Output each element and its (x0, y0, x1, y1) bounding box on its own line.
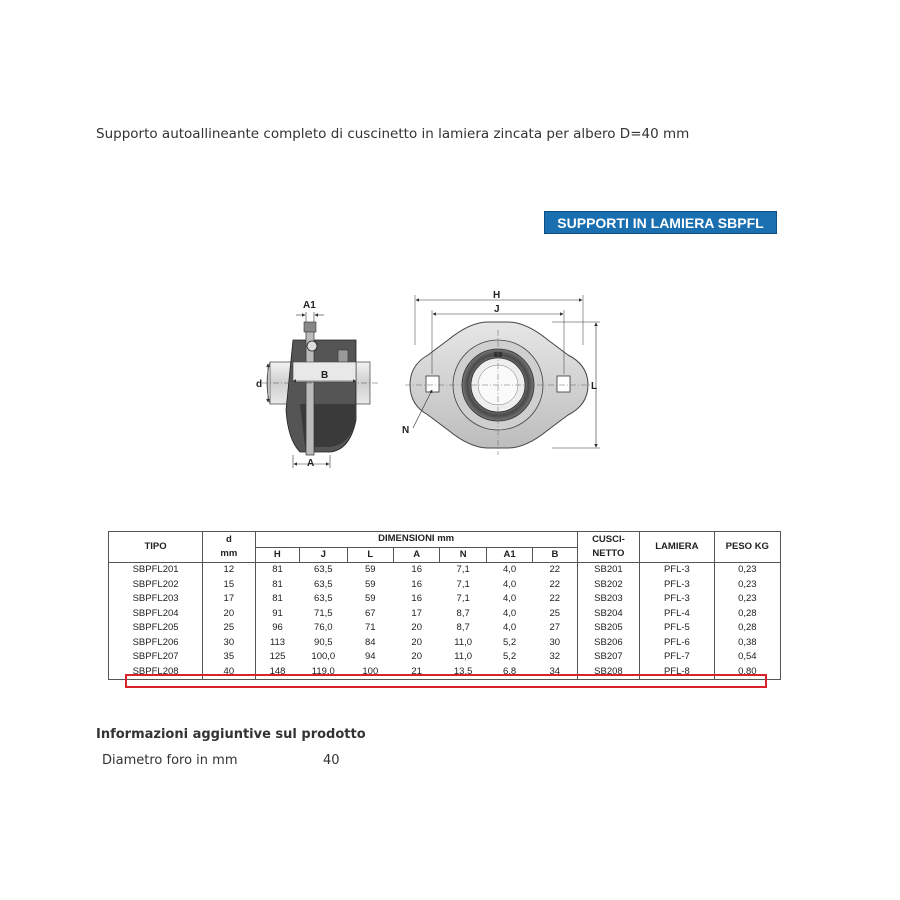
table-row (109, 578, 781, 593)
table-cell: PFL-6 (640, 636, 714, 651)
table-cell: 17 (203, 592, 255, 607)
table-cell: 71 (365, 622, 376, 633)
table-cell: 20 (203, 607, 255, 622)
table-cell: SB207 (577, 650, 639, 665)
table-cell: PFL-3 (640, 592, 714, 607)
col-header-d (203, 532, 255, 563)
table-cell: 6,8 (502, 665, 517, 677)
table-cell: SBPFL206 (109, 636, 203, 651)
label-H: H (493, 290, 501, 301)
table-cell: 25 (203, 621, 255, 636)
side-view (256, 300, 378, 469)
additional-info-title: Informazioni aggiuntive sul prodotto (96, 727, 366, 742)
table-cell: SBPFL203 (109, 592, 203, 607)
table-cell: 8,7 (456, 607, 470, 619)
table-cell: 17 (411, 607, 422, 619)
table-cell: 11,0 (454, 651, 473, 662)
table-cell: 63,5 (314, 578, 333, 590)
table-cell: 7,1 (456, 593, 470, 604)
table-cell: 4,0 (502, 564, 517, 575)
table-cell: 96 (272, 622, 283, 633)
col-header-cuscinetto (577, 532, 639, 563)
table-cell: SB205 (577, 621, 639, 636)
col-header-cuscinetto-line2: NETTO (592, 548, 625, 559)
table-cell: 5,2 (502, 636, 517, 648)
table-cell: 81 (272, 593, 283, 604)
table-cell: 7,1 (456, 564, 470, 575)
table-cell: 0,54 (738, 651, 757, 662)
label-A: A (307, 458, 315, 469)
table-cell: SB206 (577, 636, 639, 651)
table-cell: 91 (272, 607, 283, 619)
table-cell: 113 (269, 636, 286, 648)
table-row (109, 592, 781, 607)
table-cell: 5,2 (502, 651, 517, 662)
table-cell: 12 (203, 563, 255, 578)
table-cell: 21 (411, 665, 422, 677)
table-cell: 16 (411, 578, 422, 590)
table-cell: 27 (533, 621, 577, 636)
table-cell: 7,1 (456, 578, 470, 590)
table-row (109, 621, 781, 636)
table-cell: 22 (533, 578, 577, 593)
table-cell: 0,23 (738, 578, 757, 590)
table-cell: 0,28 (738, 607, 757, 619)
table-cell: 148 (269, 665, 286, 677)
table-cell: SB202 (577, 578, 639, 593)
table-cell: 71,5 (314, 607, 333, 619)
table-cell: 4,0 (502, 578, 517, 590)
highlighted-row-outline (125, 674, 767, 688)
col-subheader: A1 (486, 547, 532, 563)
table-cell: PFL-8 (640, 665, 714, 680)
table-cell: 34 (533, 665, 577, 680)
table-cell: SB204 (577, 607, 639, 622)
table-cell: SBPFL205 (109, 621, 203, 636)
table-cell: PFL-3 (640, 563, 714, 578)
table-cell: SBPFL207 (109, 650, 203, 665)
table-cell: 81 (272, 564, 283, 575)
table-cell: SB201 (577, 563, 639, 578)
front-view (402, 290, 600, 455)
table-cell: 22 (533, 592, 577, 607)
series-banner: SUPPORTI IN LAMIERA SBPFL (544, 211, 777, 234)
table-cell: 90,5 (314, 636, 333, 648)
col-subheader: H (255, 547, 299, 563)
col-header-d-line1: d (225, 533, 232, 545)
table-cell: PFL-5 (640, 621, 714, 636)
table-cell: 100 (362, 665, 379, 677)
table-cell: 20 (411, 636, 422, 648)
label-J: J (494, 304, 500, 315)
col-subheader: A (394, 547, 440, 563)
product-description: Supporto autoallineante completo di cuscinetto in lamiera zincata per albero D=40 mm (96, 126, 690, 142)
table-row (109, 563, 781, 578)
table-cell: 0,23 (738, 593, 757, 604)
table-cell: 59 (365, 564, 376, 575)
col-header-peso: PESO KG (714, 532, 780, 563)
table-cell: 11,0 (454, 636, 473, 648)
col-subheader: J (300, 547, 348, 563)
label-N: N (402, 425, 410, 436)
table-cell: 20 (411, 622, 422, 633)
col-header-dimensioni: DIMENSIONI mm (255, 532, 577, 548)
table-cell: 16 (411, 593, 422, 604)
table-cell: 15 (203, 578, 255, 593)
table-cell: PFL-3 (640, 578, 714, 593)
table-cell: 4,0 (502, 622, 517, 633)
table-cell: SB203 (577, 592, 639, 607)
table-row (109, 650, 781, 665)
table-cell: 32 (533, 650, 577, 665)
table-cell: 20 (411, 651, 422, 662)
table-cell: 125 (269, 651, 286, 662)
table-cell: PFL-4 (640, 607, 714, 622)
hole-diameter-value: 40 (323, 753, 340, 768)
table-cell: 63,5 (314, 593, 333, 604)
col-header-cuscinetto-line1: CUSCI- (592, 533, 625, 545)
table-cell: 100,0 (311, 651, 336, 662)
table-cell: SBPFL208 (109, 665, 203, 680)
table-cell: 0,80 (738, 665, 757, 677)
table-cell: 0,23 (738, 564, 757, 575)
table-cell: 4,0 (502, 607, 517, 619)
table-cell: 30 (533, 636, 577, 651)
table-cell: 13,5 (453, 665, 473, 677)
col-header-lamiera: LAMIERA (640, 532, 714, 563)
table-cell: SBPFL202 (109, 578, 203, 593)
table-cell: 81 (272, 578, 283, 590)
table-cell: 84 (365, 636, 376, 648)
table-cell: SBPFL201 (109, 563, 203, 578)
col-subheader: L (347, 547, 393, 563)
table-cell: 59 (365, 578, 376, 590)
col-subheader: B (533, 547, 577, 563)
label-A1: A1 (303, 300, 316, 311)
table-cell: 76,0 (314, 622, 333, 633)
table-cell: 25 (533, 607, 577, 622)
table-cell: 0,28 (738, 622, 757, 633)
col-header-d-line2: mm (220, 548, 238, 559)
table-cell: 63,5 (314, 564, 333, 575)
spec-table (108, 531, 781, 680)
table-cell: 16 (411, 564, 422, 575)
table-cell: PFL-7 (640, 650, 714, 665)
label-L: L (591, 381, 598, 392)
col-header-tipo: TIPO (109, 532, 203, 563)
table-row (109, 636, 781, 651)
table-cell: SBPFL204 (109, 607, 203, 622)
label-B: B (321, 370, 329, 381)
table-cell: 4,0 (502, 593, 517, 604)
table-cell: 0,38 (738, 636, 757, 648)
table-row (109, 607, 781, 622)
label-d: d (256, 379, 263, 390)
table-cell: SB208 (577, 665, 639, 680)
table-cell: 30 (203, 636, 255, 651)
table-cell: 40 (203, 665, 255, 680)
table-cell: 8,7 (456, 622, 470, 633)
table-cell: 94 (365, 651, 376, 662)
hole-diameter-label: Diametro foro in mm (102, 753, 238, 768)
table-cell: 22 (533, 563, 577, 578)
table-cell: 59 (365, 593, 376, 604)
table-cell: 67 (365, 607, 376, 619)
table-cell: 119,0 (311, 665, 335, 677)
col-subheader: N (440, 547, 487, 563)
table-cell: 35 (203, 650, 255, 665)
